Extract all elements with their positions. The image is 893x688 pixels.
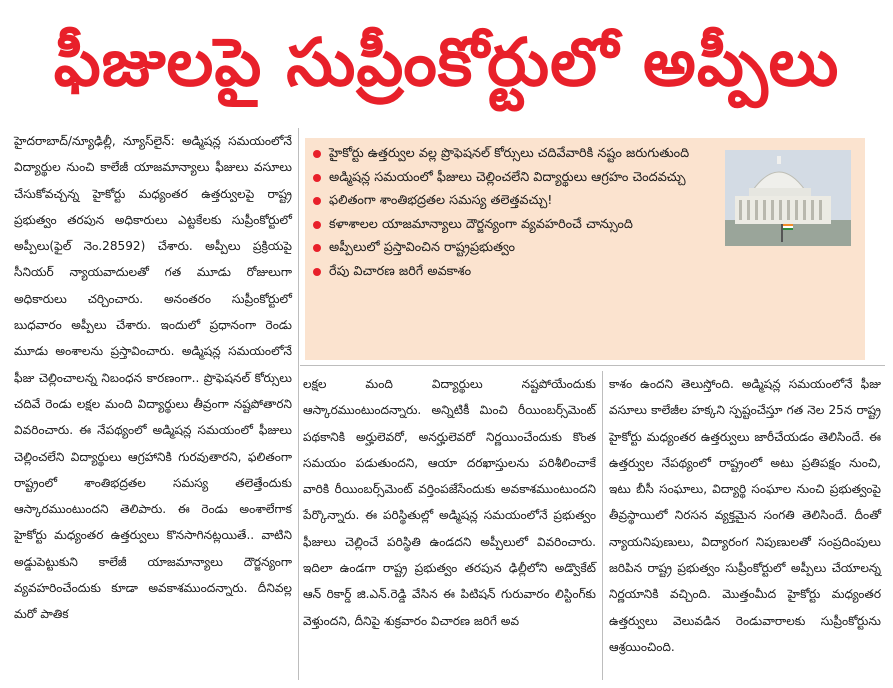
article-text-1: అడ్మిషన్ల సమయంలోనే విద్యార్థుల నుంచి కాలేజీ యాజమాన్యాలు ఫీజులు వసూలు చేసుకోవచ్చన్న హైకోర్టు మధ్యంతర ఉత్తర్వులపై రాష్ట్ర ప్రభుత్వం తరపున అధికారులు ఎట్టకేలకు సుప్రీంకోర్టులో అప్పీలు(ఫైల్ నెం.28592) చేశారు. అప్పీలు ప్రక్రియపై సీనియర్ న్యాయవాదులతో గత మూడు రోజులుగా అధికారులు చర్చించారు. అనంతరం సుప్రీంకోర్టులో బుధవారం అప్పీలు చేశారు. ఇందులో ప్రధానంగా రెండు మూడు అంశాలను ప్రస్తావించారు. అడ్మిషన్ల సమయంలోనే ఫీజు చెల్లించాలన్న నిబంధన కారణంగా.. ప్రొఫెషనల్ కోర్సులు చదివే రెండు లక్షల మంది విద్యార్థులు తీవ్రంగా నష్టపోతారని వివరించారు. ఈ నేపథ్యంలో అడ్మిషన్ల సమయంలో ఫీజులు చెల్లించలేని విద్యార్థులు ఆగ్రహానికి గురవుతారని, ఫలితంగా రాష్ట్రంలో శాంతిభద్రతల సమస్య తలెత్తేందుకు ఆస్కారముంటుందని తెలిపారు. ఈ రెండు అంశాలేగాక హైకోర్టు మధ్యంతర ఉత్తర్వులు కొనసాగినట్లయితే.. వాటిని అడ్డుపెట్టుకుని కాలేజీ యాజమాన్యాలు దౌర్జన్యంగా వ్యవహరించేందుకు కూడా అవకాశముందన్నారు. దీనివల్ల మరో పాతిక — [14, 134, 292, 622]
column-rule — [298, 128, 299, 680]
article-text-2: లక్షల మంది విద్యార్థులు నష్టపోయేందుకు ఆస్కారముంటుందన్నారు. అన్నిటికీ మించి రీయింబర్స్‌మెంట్ పథకానికి అర్హులెవరో, అనర్హులెవరో నిర్ణయించేందుకు కొంత సమయం పడుతుందని, ఆయా దరఖాస్తులను పరిశీలించాకే వారికి రీయింబర్స్‌మెంట్ వర్తింపజేసేందుకు అవకాశముంటుందని పేర్కొన్నారు. ఈ పరిస్థితుల్లో అడ్మిషన్ల సమయంలోనే ప్రభుత్వం ఫీజులు చెల్లించే పరిస్థితి ఉండదని అప్పీలులో వివరించారు. ఇదిలా ఉండగా రాష్ట్ర ప్రభుత్వం తరపున ఢిల్లీలోని అడ్వొకేట్ ఆన్ రికార్డ్ జి.ఎన్.రెడ్డి వేసిన ఈ పిటిషన్ గురువారం లిస్టింగ్‌కు వెళ్తుందని, దీనిపై శుక్రవారం విచారణ జరిగే అవ — [303, 377, 596, 628]
bullet-icon — [313, 150, 321, 158]
column-rule — [602, 371, 603, 680]
headline: ఫీజులపై సుప్రీంకోర్టులో అప్పీలు — [53, 23, 840, 101]
bullet-icon — [313, 244, 321, 252]
article-column-1 — [14, 128, 292, 628]
article-column-2 — [303, 371, 596, 634]
highlight-item: అప్పీలులో ప్రస్తావించిన రాష్ట్రప్రభుత్వం — [309, 236, 829, 260]
supreme-court-photo — [725, 150, 851, 246]
dateline: హైదరాబాద్/న్యూఢిల్లీ, న్యూస్‌లైన్: — [14, 134, 175, 148]
bullet-icon — [313, 174, 321, 182]
bullet-icon — [313, 268, 321, 276]
column-rule — [300, 365, 885, 366]
highlight-item: ఫలితంగా శాంతిభద్రతల సమస్య తలెత్తవచ్చు! — [309, 189, 829, 213]
highlight-item: అడ్మిషన్ల సమయంలో ఫీజులు చెల్లించలేని విద్యార్థులు ఆగ్రహం చెందవచ్చు — [309, 166, 729, 190]
article-column-3 — [609, 371, 881, 660]
highlight-item: హైకోర్టు ఉత్తర్వుల వల్ల ప్రొఫెషనల్ కోర్సులు చదివేవారికి నష్టం జరుగుతుంది — [309, 142, 729, 166]
bullet-icon — [313, 221, 321, 229]
bullet-icon — [313, 197, 321, 205]
highlight-item: కళాశాలల యాజమాన్యాలు దౌర్జన్యంగా వ్యవహరించే చాన్సుంది — [309, 213, 829, 237]
highlight-item: రేపు విచారణ జరిగే అవకాశం — [309, 260, 829, 284]
article-text-3: కాశం ఉందని తెలుస్తోంది. అడ్మిషన్ల సమయంలోనే ఫీజు వసూలు కాలేజీల హక్కని స్పష్టంచేస్తూ గత నెల 25న రాష్ట్ర హైకోర్టు మధ్యంతర ఉత్తర్వులు జారీచేయడం తెలిసిందే. ఈ ఉత్తర్వుల నేపథ్యంలో రాష్ట్రంలో అటు ప్రతిపక్షం నుంచి, ఇటు బీసీ సంఘాలు, విద్యార్థి సంఘాల నుంచి ప్రభుత్వంపై తీవ్రస్థాయిలో నిరసన వ్యక్తమైన సంగతి తెలిసిందే. దీంతో న్యాయనిపుణులు, విద్యారంగ నిపుణులతో సంప్రదింపులు జరిపిన రాష్ట్ర ప్రభుత్వం సుప్రీంకోర్టులో అప్పీలు చేయాలన్న నిర్ణయానికి వచ్చింది. మొత్తంమీద హైకోర్టు మధ్యంతర ఉత్తర్వులు వెలువడిన రెండువారాలకు సుప్రీంకోర్టును ఆశ్రయించింది. — [609, 377, 881, 654]
supreme-court-building-icon — [725, 150, 851, 246]
